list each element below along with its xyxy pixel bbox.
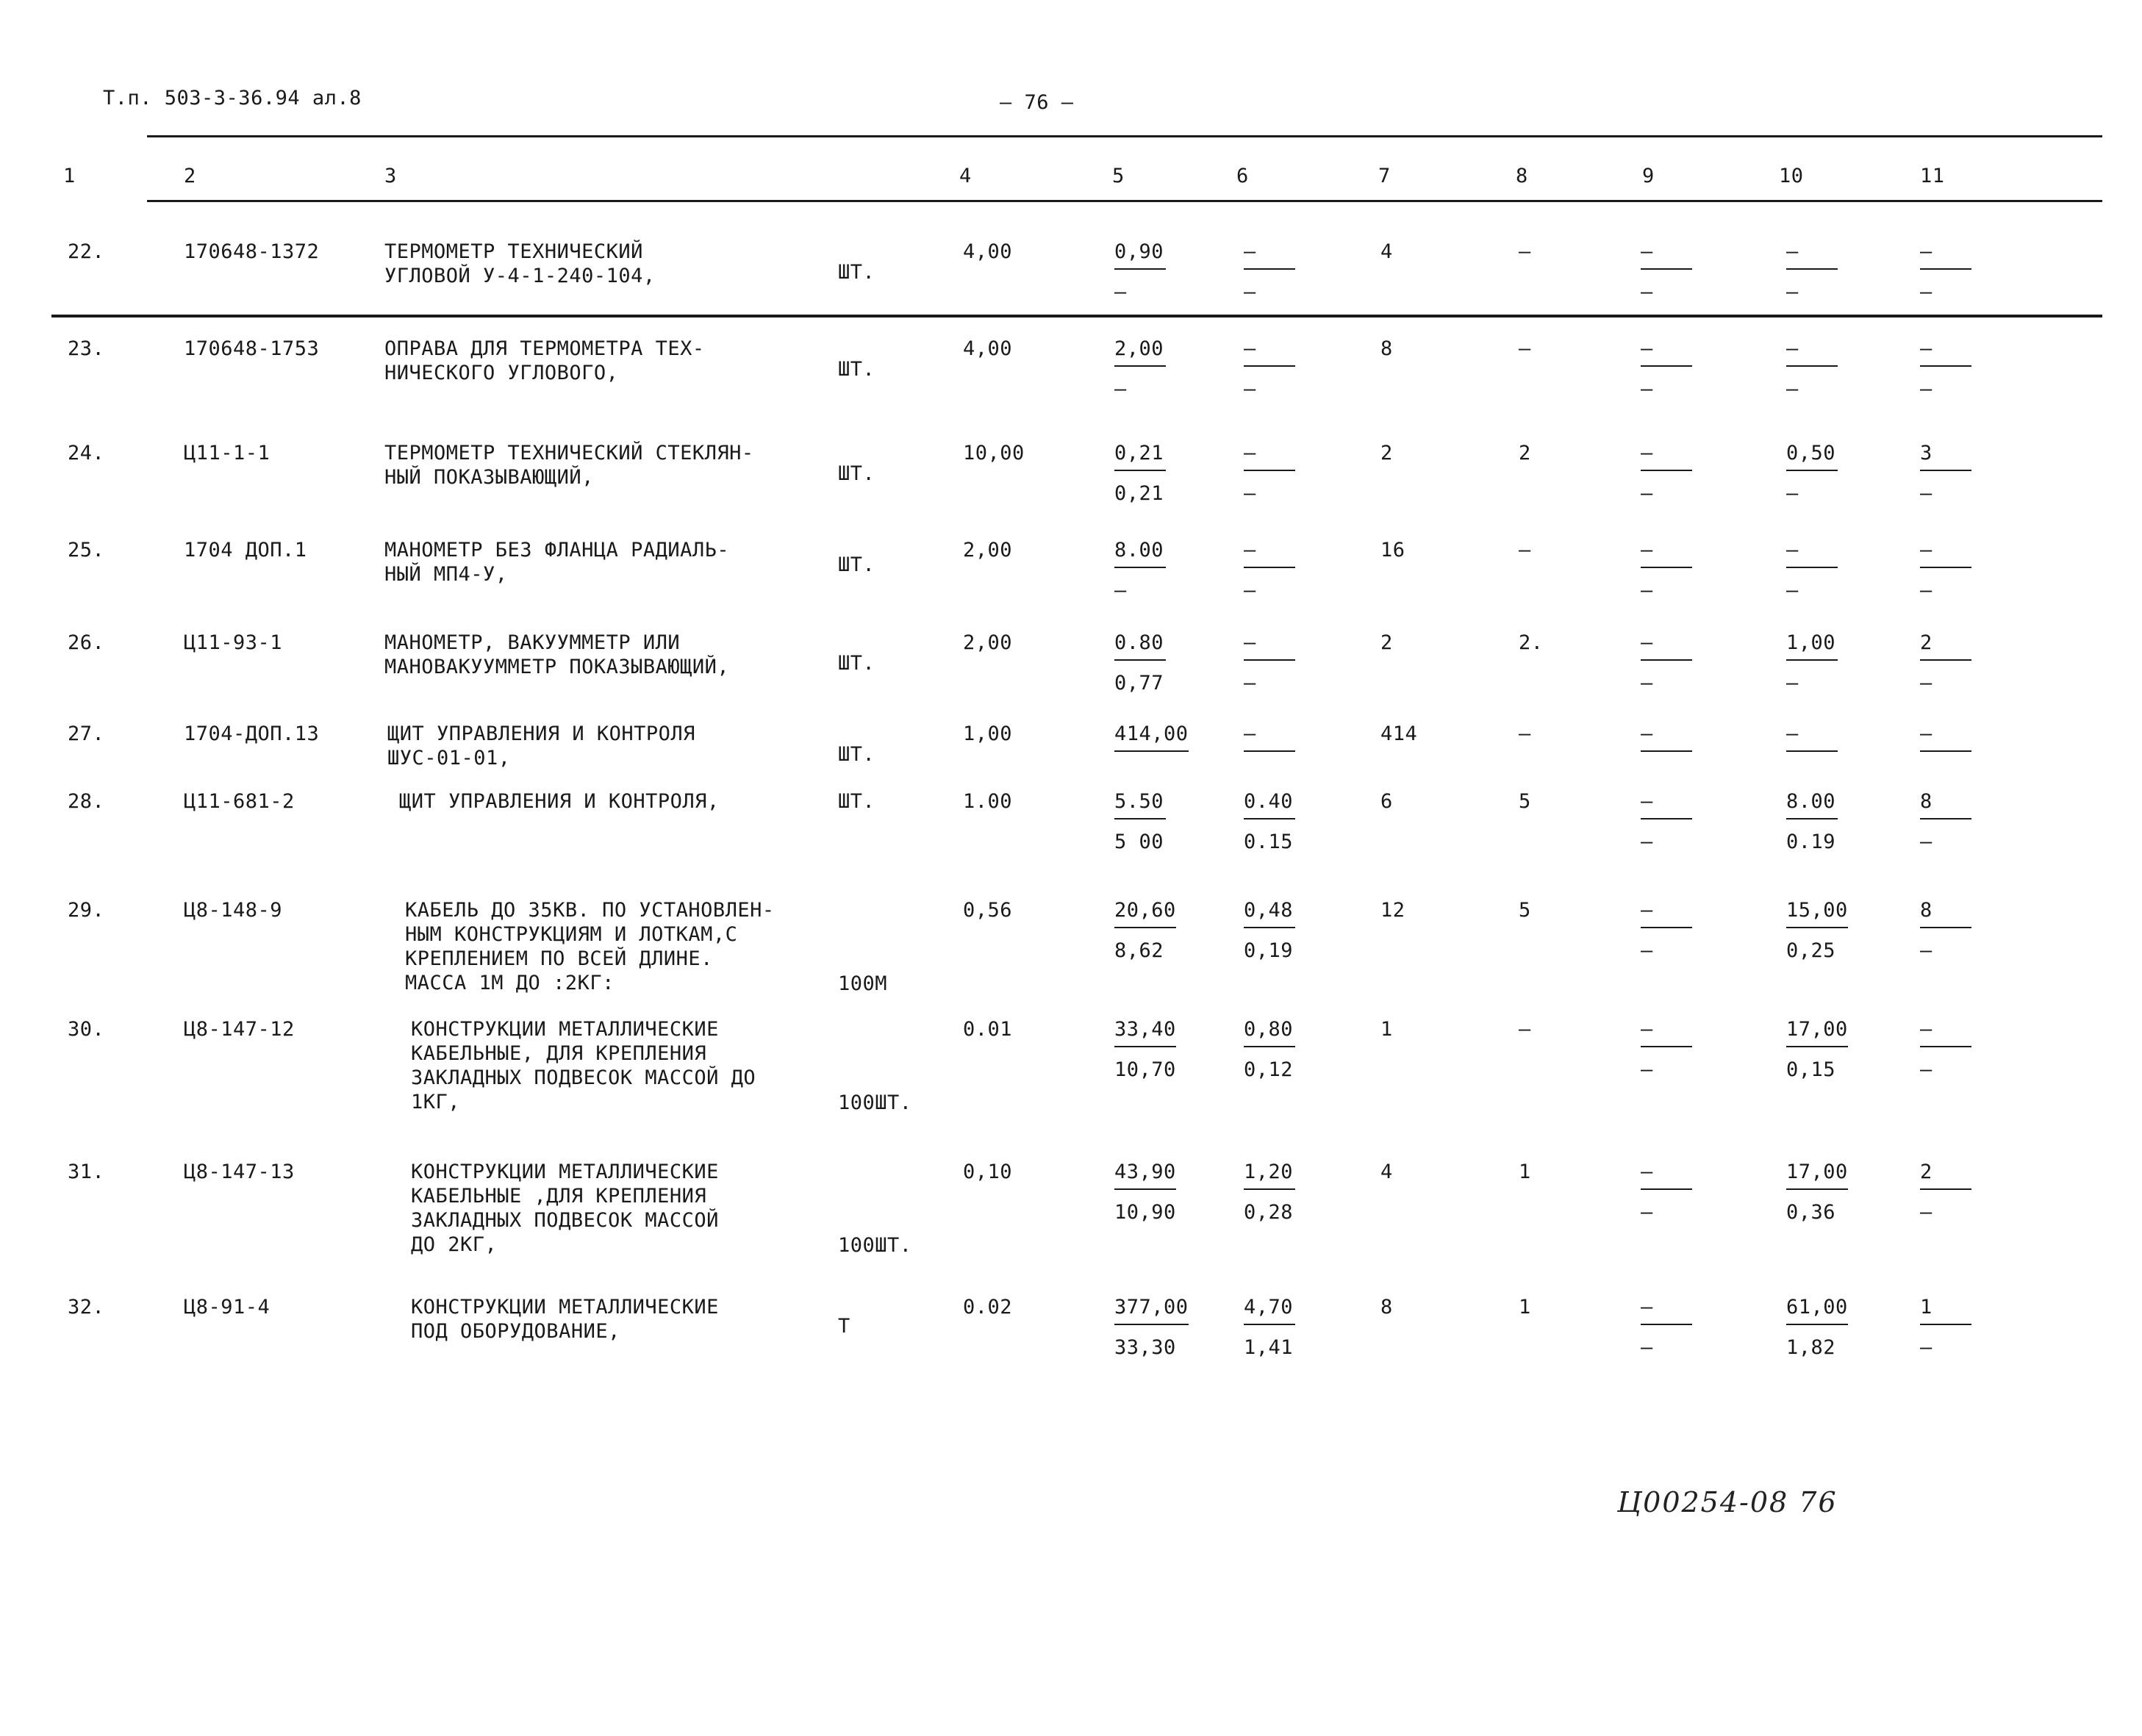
fraction-cell-c6 [1244, 337, 1295, 401]
unit-of-measure: ШТ. [838, 652, 875, 675]
fraction-bottom: 0.15 [1244, 831, 1294, 853]
cell-col7: 414 [1380, 722, 1418, 745]
description-line: НЫЙ МП4-У, [384, 563, 508, 586]
fraction-bottom: – [1244, 281, 1256, 304]
item-description [384, 240, 656, 288]
fraction-top: – [1244, 538, 1295, 568]
description-line: ДО 2КГ, [411, 1233, 498, 1256]
fraction-top: 20,60 [1114, 898, 1176, 928]
description-line: НИЧЕСКОГО УГЛОВОГО, [384, 362, 619, 384]
description-line: КОНСТРУКЦИИ МЕТАЛЛИЧЕСКИЕ [411, 1161, 719, 1183]
cell-col7: 12 [1380, 899, 1405, 922]
fraction-cell-c10 [1786, 898, 1848, 963]
fraction-cell-c9 [1641, 1160, 1692, 1224]
fraction-top: 43,90 [1114, 1160, 1176, 1190]
item-code: Ц8-147-13 [184, 1161, 295, 1183]
description-line: ЗАКЛАДНЫХ ПОДВЕСОК МАССОЙ ДО [411, 1066, 756, 1089]
unit-of-measure: 100М [838, 972, 888, 995]
quantity: 0,56 [963, 899, 1013, 922]
fraction-top: 1 [1920, 1295, 1971, 1325]
fraction-bottom: – [1920, 482, 1933, 505]
description-line: КРЕПЛЕНИЕМ ПО ВСЕЙ ДЛИНЕ. [405, 947, 713, 970]
item-code: 170648-1372 [184, 240, 320, 263]
fraction-bottom [1244, 752, 1295, 762]
cell-col7: 8 [1380, 1296, 1393, 1319]
description-line: НЫМ КОНСТРУКЦИЯМ И ЛОТКАМ,С [405, 923, 738, 946]
unit-of-measure: ШТ. [838, 261, 875, 284]
fraction-top: 0.40 [1244, 789, 1295, 819]
fraction-top: 4,70 [1244, 1295, 1295, 1325]
item-code: 1704 ДОП.1 [184, 539, 307, 562]
fraction-bottom: 10,90 [1114, 1201, 1176, 1224]
row-number: 23. [68, 337, 105, 360]
fraction-cell-c6 [1244, 538, 1295, 603]
fraction-cell-c6 [1244, 631, 1295, 695]
fraction-cell-c10 [1786, 441, 1838, 506]
description-line: МАНОВАКУУММЕТР ПОКАЗЫВАЮЩИЙ, [384, 656, 730, 678]
fraction-cell-c11 [1920, 789, 1971, 854]
cell-col8: 2 [1519, 442, 1531, 465]
fraction-cell-c9 [1641, 789, 1692, 854]
fraction-cell-c5 [1114, 240, 1166, 304]
cell-col8: – [1519, 1018, 1531, 1041]
description-line: ОПРАВА ДЛЯ ТЕРМОМЕТРА ТЕХ- [384, 337, 705, 360]
fraction-top: – [1641, 1017, 1692, 1047]
description-line: ЩИТ УПРАВЛЕНИЯ И КОНТРОЛЯ [387, 722, 695, 745]
column-number: 10 [1779, 165, 1804, 187]
fraction-bottom: – [1244, 672, 1256, 695]
fraction-bottom: – [1641, 378, 1653, 401]
fraction-bottom [1114, 752, 1189, 762]
fraction-bottom: – [1641, 672, 1653, 695]
cell-col7: 2 [1380, 442, 1393, 465]
description-line: ПОД ОБОРУДОВАНИЕ, [411, 1320, 620, 1343]
fraction-bottom: – [1786, 482, 1799, 505]
fraction-bottom: – [1920, 831, 1933, 853]
description-line: КАБЕЛЬНЫЕ ,ДЛЯ КРЕПЛЕНИЯ [411, 1185, 707, 1208]
fraction-cell-c9 [1641, 1295, 1692, 1360]
unit-of-measure: 100ШТ. [838, 1091, 912, 1114]
fraction-top: – [1641, 898, 1692, 928]
fraction-top: 414,00 [1114, 722, 1189, 752]
header-top-rule [147, 135, 2102, 137]
quantity: 0,10 [963, 1161, 1013, 1183]
cell-col7: 1 [1380, 1018, 1393, 1041]
cell-col8: 1 [1519, 1161, 1531, 1183]
column-number: 3 [384, 165, 397, 187]
fraction-bottom: 5 00 [1114, 831, 1164, 853]
unit-of-measure: ШТ. [838, 790, 875, 813]
fraction-cell-c5 [1114, 538, 1166, 603]
fraction-bottom: – [1641, 579, 1653, 602]
item-description [384, 631, 729, 679]
fraction-top: – [1641, 631, 1692, 661]
fraction-top: – [1786, 722, 1838, 752]
fraction-cell-c5 [1114, 441, 1166, 506]
fraction-bottom: – [1114, 281, 1127, 304]
fraction-bottom: – [1920, 1201, 1933, 1224]
fraction-bottom: – [1641, 1201, 1653, 1224]
fraction-bottom: – [1244, 482, 1256, 505]
description-line: МАНОМЕТР БЕЗ ФЛАНЦА РАДИАЛЬ- [384, 539, 730, 562]
cell-col8: 2. [1519, 631, 1544, 654]
item-description [384, 538, 729, 587]
fraction-cell-c6 [1244, 240, 1295, 304]
fraction-top: – [1244, 441, 1295, 471]
fraction-cell-c11 [1920, 337, 1971, 401]
fraction-top: – [1244, 337, 1295, 367]
quantity: 0.01 [963, 1018, 1013, 1041]
row-number: 25. [68, 539, 105, 562]
fraction-cell-c11 [1920, 538, 1971, 603]
fraction-cell-c9 [1641, 240, 1692, 304]
cell-col8: – [1519, 240, 1531, 263]
fraction-bottom: – [1641, 1058, 1653, 1081]
item-code: Ц11-1-1 [184, 442, 271, 465]
fraction-top: – [1920, 722, 1971, 752]
quantity: 4,00 [963, 240, 1013, 263]
fraction-bottom: 10,70 [1114, 1058, 1176, 1081]
fraction-top: – [1641, 1295, 1692, 1325]
fraction-cell-c9 [1641, 441, 1692, 506]
fraction-bottom: – [1641, 482, 1653, 505]
fraction-bottom: – [1920, 939, 1933, 962]
fraction-top: 2 [1920, 1160, 1971, 1190]
fraction-top: 1,00 [1786, 631, 1838, 661]
item-description [411, 1017, 756, 1114]
cell-col7: 8 [1380, 337, 1393, 360]
fraction-bottom [1786, 752, 1838, 762]
description-line: НЫЙ ПОКАЗЫВАЮЩИЙ, [384, 466, 594, 489]
quantity: 1,00 [963, 722, 1013, 745]
column-number: 1 [63, 165, 76, 187]
fraction-cell-c10 [1786, 337, 1838, 401]
row-number: 29. [68, 899, 105, 922]
fraction-cell-c9 [1641, 538, 1692, 603]
fraction-top: 8 [1920, 789, 1971, 819]
fraction-bottom: – [1920, 579, 1933, 602]
fraction-top: 61,00 [1786, 1295, 1848, 1325]
fraction-cell-c5 [1114, 722, 1189, 762]
fraction-top: – [1244, 631, 1295, 661]
fraction-cell-c11 [1920, 441, 1971, 506]
fraction-cell-c11 [1920, 1017, 1971, 1082]
fraction-cell-c11 [1920, 722, 1971, 762]
fraction-top: 0,50 [1786, 441, 1838, 471]
fraction-bottom: – [1786, 579, 1799, 602]
row-number: 26. [68, 631, 105, 654]
description-line: УГЛОВОЙ У-4-1-240-104, [384, 265, 656, 287]
fraction-bottom: – [1920, 1336, 1933, 1359]
description-line: ШУС-01-01, [387, 747, 511, 770]
row-number: 32. [68, 1296, 105, 1319]
fraction-top: 0,48 [1244, 898, 1295, 928]
quantity: 10,00 [963, 442, 1025, 465]
fraction-bottom: 0,15 [1786, 1058, 1836, 1081]
fraction-top: 1,20 [1244, 1160, 1295, 1190]
column-number: 2 [184, 165, 196, 187]
fraction-bottom: 1,41 [1244, 1336, 1294, 1359]
item-code: Ц8-91-4 [184, 1296, 271, 1319]
fraction-cell-c10 [1786, 1160, 1848, 1224]
unit-of-measure: 100ШТ. [838, 1234, 912, 1257]
fraction-top: – [1641, 337, 1692, 367]
item-description [411, 1295, 719, 1344]
fraction-cell-c9 [1641, 1017, 1692, 1082]
fraction-cell-c9 [1641, 631, 1692, 695]
fraction-top: – [1641, 240, 1692, 270]
fraction-cell-c11 [1920, 1295, 1971, 1360]
fraction-cell-c10 [1786, 789, 1838, 854]
fraction-cell-c11 [1920, 240, 1971, 304]
fraction-bottom: – [1786, 378, 1799, 401]
fraction-bottom: – [1920, 378, 1933, 401]
fraction-cell-c10 [1786, 1295, 1848, 1360]
fraction-top: 33,40 [1114, 1017, 1176, 1047]
column-number: 7 [1378, 165, 1391, 187]
column-number: 6 [1236, 165, 1249, 187]
fraction-top: 17,00 [1786, 1160, 1848, 1190]
fraction-cell-c10 [1786, 1017, 1848, 1082]
fraction-bottom: – [1920, 281, 1933, 304]
quantity: 0.02 [963, 1296, 1013, 1319]
description-line: КАБЕЛЬ ДО 35КВ. ПО УСТАНОВЛЕН- [405, 899, 775, 922]
fraction-cell-c11 [1920, 898, 1971, 963]
fraction-cell-c10 [1786, 631, 1838, 695]
fraction-bottom: – [1244, 579, 1256, 602]
fraction-cell-c6 [1244, 441, 1295, 506]
fraction-bottom: – [1641, 281, 1653, 304]
row-number: 24. [68, 442, 105, 465]
description-line: 1КГ, [411, 1091, 461, 1113]
fraction-bottom: 8,62 [1114, 939, 1164, 962]
item-description [384, 441, 754, 489]
fraction-bottom: 0,12 [1244, 1058, 1294, 1081]
item-description [384, 337, 705, 385]
fraction-bottom: – [1114, 579, 1127, 602]
fraction-top: 17,00 [1786, 1017, 1848, 1047]
quantity: 2,00 [963, 539, 1013, 562]
fraction-top: 5.50 [1114, 789, 1166, 819]
cell-col8: – [1519, 722, 1531, 745]
column-number: 5 [1112, 165, 1125, 187]
fraction-cell-c5 [1114, 1160, 1176, 1224]
fraction-cell-c9 [1641, 337, 1692, 401]
fraction-bottom: – [1114, 378, 1127, 401]
fraction-cell-c10 [1786, 538, 1838, 603]
fraction-bottom: 0,25 [1786, 939, 1836, 962]
fraction-cell-c5 [1114, 1017, 1176, 1082]
fraction-top: 2,00 [1114, 337, 1166, 367]
fraction-top: – [1920, 538, 1971, 568]
item-code: Ц8-147-12 [184, 1018, 295, 1041]
description-line: КОНСТРУКЦИИ МЕТАЛЛИЧЕСКИЕ [411, 1018, 719, 1041]
fraction-top: – [1641, 441, 1692, 471]
fraction-bottom [1641, 752, 1692, 762]
cell-col8: 5 [1519, 790, 1531, 813]
fraction-cell-c6 [1244, 722, 1295, 762]
fraction-top: – [1786, 337, 1838, 367]
fraction-top: 8 [1920, 898, 1971, 928]
cell-col8: 1 [1519, 1296, 1531, 1319]
item-code: Ц11-93-1 [184, 631, 283, 654]
item-description [387, 722, 695, 770]
fraction-cell-c11 [1920, 1160, 1971, 1224]
fraction-bottom: 0,77 [1114, 672, 1164, 695]
fraction-top: – [1920, 337, 1971, 367]
fraction-top: 0,90 [1114, 240, 1166, 270]
unit-of-measure: ШТ. [838, 358, 875, 381]
row-number: 27. [68, 722, 105, 745]
fraction-top: 0,80 [1244, 1017, 1295, 1047]
item-description [405, 898, 775, 995]
fraction-cell-c11 [1920, 631, 1971, 695]
row-number: 30. [68, 1018, 105, 1041]
description-line: МАНОМЕТР, ВАКУУММЕТР ИЛИ [384, 631, 681, 654]
fraction-bottom: – [1920, 672, 1933, 695]
fraction-top: – [1786, 240, 1838, 270]
column-number: 9 [1642, 165, 1655, 187]
fraction-cell-c9 [1641, 722, 1692, 762]
item-code: 170648-1753 [184, 337, 320, 360]
fraction-top: – [1786, 538, 1838, 568]
quantity: 1.00 [963, 790, 1013, 813]
fraction-cell-c5 [1114, 898, 1176, 963]
item-description [399, 789, 720, 814]
row-separator-rule [51, 315, 2102, 318]
fraction-top: – [1920, 1017, 1971, 1047]
fraction-bottom: – [1641, 939, 1653, 962]
fraction-bottom: 0,19 [1244, 939, 1294, 962]
description-line: ТЕРМОМЕТР ТЕХНИЧЕСКИЙ СТЕКЛЯН- [384, 442, 754, 465]
fraction-cell-c9 [1641, 898, 1692, 963]
fraction-cell-c6 [1244, 789, 1295, 854]
unit-of-measure: ШТ. [838, 553, 875, 576]
fraction-bottom [1920, 752, 1971, 762]
item-code: 1704-ДОП.13 [184, 722, 320, 745]
cell-col8: 5 [1519, 899, 1531, 922]
unit-of-measure: ШТ. [838, 743, 875, 766]
fraction-top: 8.00 [1786, 789, 1838, 819]
fraction-cell-c10 [1786, 722, 1838, 762]
handwritten-note: Ц00254-08 76 [1617, 1486, 1838, 1518]
quantity: 2,00 [963, 631, 1013, 654]
quantity: 4,00 [963, 337, 1013, 360]
cell-col7: 4 [1380, 1161, 1393, 1183]
fraction-cell-c5 [1114, 631, 1166, 695]
fraction-top: 3 [1920, 441, 1971, 471]
cell-col7: 4 [1380, 240, 1393, 263]
item-code: Ц8-148-9 [184, 899, 283, 922]
fraction-cell-c5 [1114, 337, 1166, 401]
cell-col8: – [1519, 539, 1531, 562]
description-line: ТЕРМОМЕТР ТЕХНИЧЕСКИЙ [384, 240, 643, 263]
description-line: ЗАКЛАДНЫХ ПОДВЕСОК МАССОЙ [411, 1209, 719, 1232]
fraction-top: 377,00 [1114, 1295, 1189, 1325]
fraction-cell-c5 [1114, 1295, 1189, 1360]
fraction-cell-c6 [1244, 1017, 1295, 1082]
fraction-top: – [1244, 722, 1295, 752]
column-number: 8 [1516, 165, 1528, 187]
fraction-bottom: – [1641, 1336, 1653, 1359]
fraction-bottom: 0,28 [1244, 1201, 1294, 1224]
fraction-bottom: 0.19 [1786, 831, 1836, 853]
description-line: КАБЕЛЬНЫЕ, ДЛЯ КРЕПЛЕНИЯ [411, 1042, 707, 1065]
description-line: МАССА 1М ДО :2КГ: [405, 972, 615, 994]
fraction-cell-c6 [1244, 898, 1295, 963]
fraction-bottom: – [1786, 281, 1799, 304]
unit-of-measure: ШТ. [838, 462, 875, 485]
fraction-top: – [1920, 240, 1971, 270]
fraction-cell-c6 [1244, 1295, 1295, 1360]
row-number: 31. [68, 1161, 105, 1183]
fraction-bottom: – [1641, 831, 1653, 853]
cell-col8: – [1519, 337, 1531, 360]
fraction-top: 2 [1920, 631, 1971, 661]
row-number: 22. [68, 240, 105, 263]
item-code: Ц11-681-2 [184, 790, 295, 813]
fraction-top: – [1641, 1160, 1692, 1190]
fraction-bottom: 33,30 [1114, 1336, 1176, 1359]
cell-col7: 2 [1380, 631, 1393, 654]
cell-col7: 16 [1380, 539, 1405, 562]
header-bottom-rule [147, 200, 2102, 202]
fraction-bottom: – [1920, 1058, 1933, 1081]
fraction-top: – [1641, 722, 1692, 752]
fraction-top: – [1641, 789, 1692, 819]
description-line: КОНСТРУКЦИИ МЕТАЛЛИЧЕСКИЕ [411, 1296, 719, 1319]
fraction-bottom: 1,82 [1786, 1336, 1836, 1359]
fraction-bottom: 0,21 [1114, 482, 1164, 505]
fraction-top: – [1641, 538, 1692, 568]
fraction-top: 15,00 [1786, 898, 1848, 928]
fraction-top: 0.80 [1114, 631, 1166, 661]
fraction-cell-c6 [1244, 1160, 1295, 1224]
item-description [411, 1160, 719, 1257]
column-number: 11 [1920, 165, 1945, 187]
document-reference: Т.п. 503-3-36.94 ал.8 [103, 87, 362, 110]
description-line: ЩИТ УПРАВЛЕНИЯ И КОНТРОЛЯ, [399, 790, 720, 813]
row-number: 28. [68, 790, 105, 813]
fraction-cell-c5 [1114, 789, 1166, 854]
column-number: 4 [959, 165, 972, 187]
fraction-bottom: 0,36 [1786, 1201, 1836, 1224]
fraction-top: – [1244, 240, 1295, 270]
fraction-bottom: – [1786, 672, 1799, 695]
fraction-top: 8.00 [1114, 538, 1166, 568]
fraction-top: 0,21 [1114, 441, 1166, 471]
unit-of-measure: Т [838, 1315, 850, 1338]
fraction-cell-c10 [1786, 240, 1838, 304]
cell-col7: 6 [1380, 790, 1393, 813]
fraction-bottom: – [1244, 378, 1256, 401]
page-number: – 76 – [1000, 91, 1074, 114]
